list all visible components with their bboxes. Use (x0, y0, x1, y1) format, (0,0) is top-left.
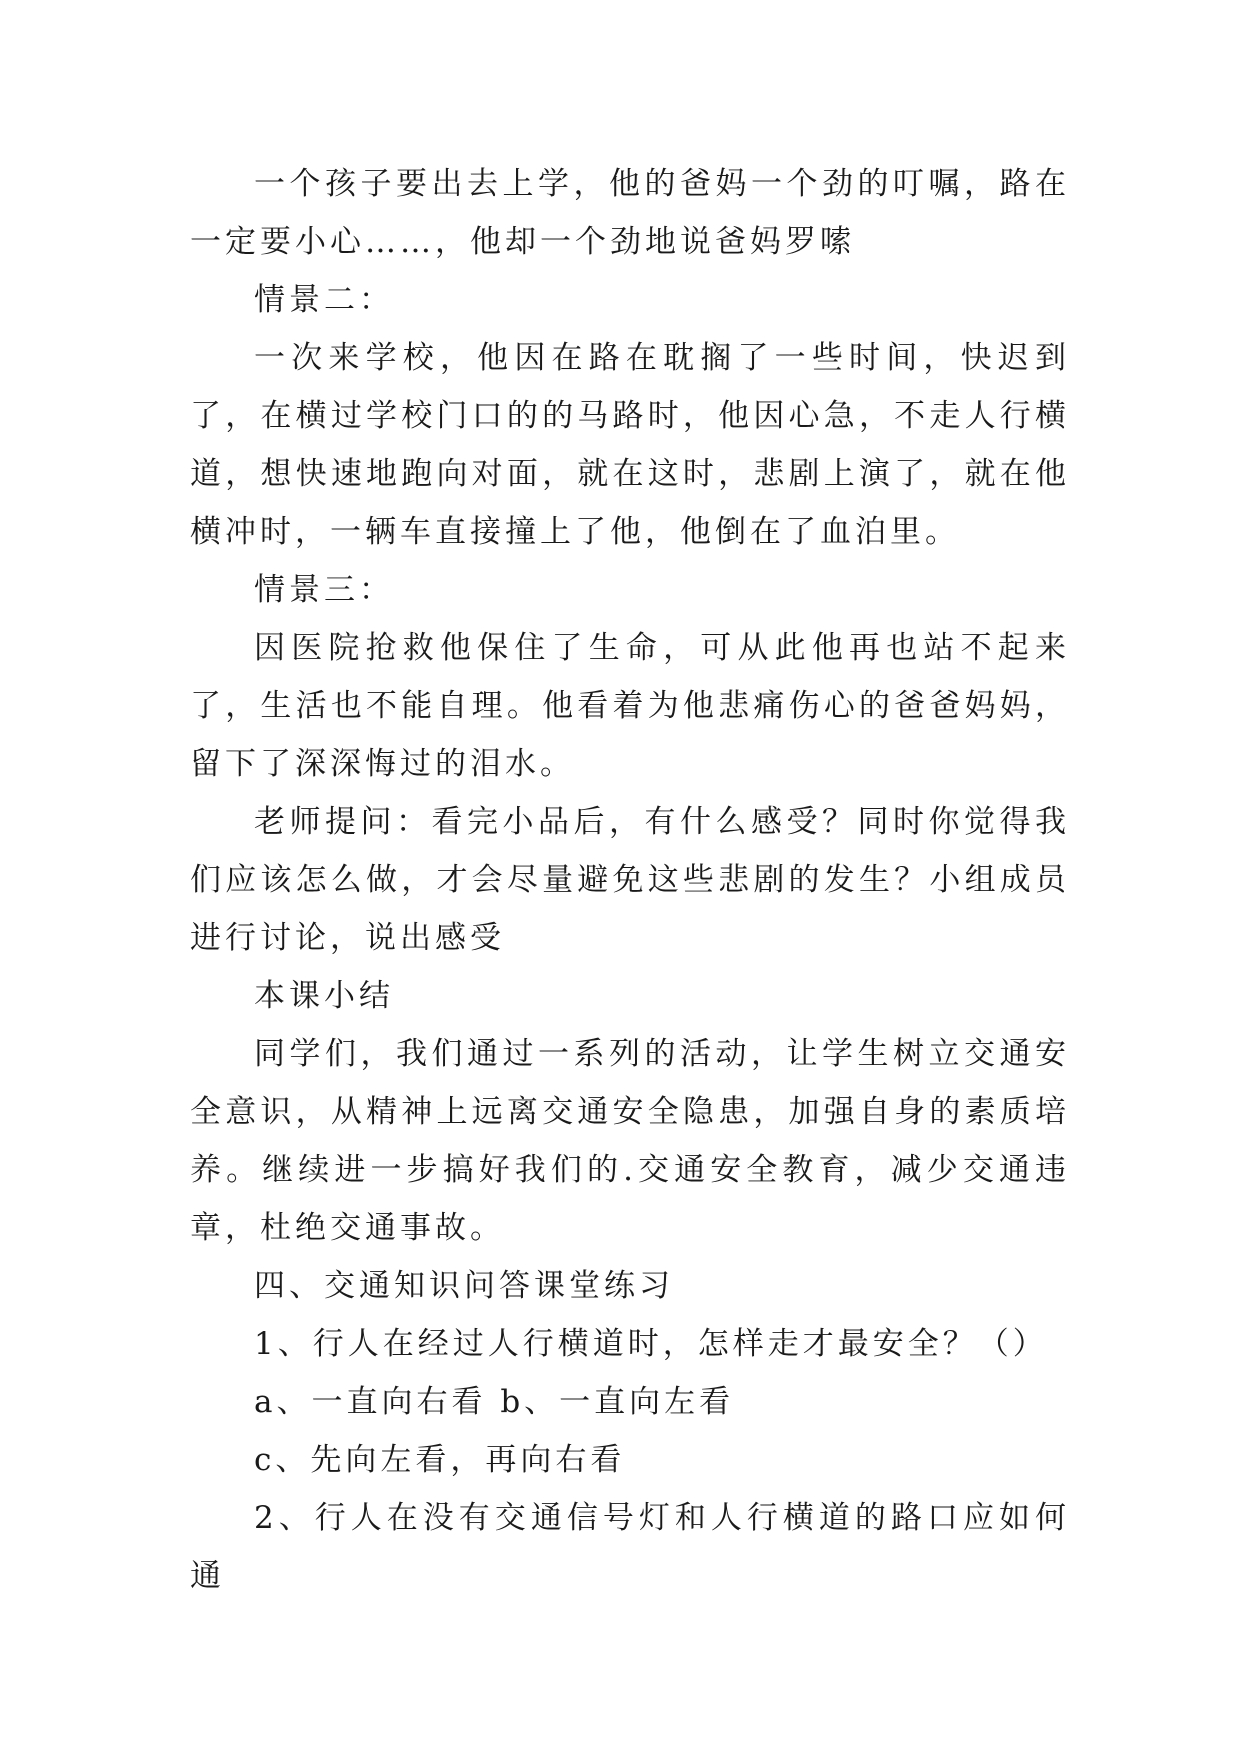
heading-lesson-summary: 本课小结 (254, 978, 394, 1014)
question-one-option-c: c、先向左看，再向右看 (254, 1442, 626, 1478)
paragraph-scene-three-text: 因医院抢救他保住了生命，可从此他再也站不起来了，生活也不能自理。他看着为他悲痛伤心的爸爸妈妈，留下了深深悔过的泪水。 (190, 630, 1070, 782)
paragraph-summary-text: 同学们，我们通过一系列的活动，让学生树立交通安全意识，从精神上远离交通安全隐患，加强自身的素质培养。继续进一步搞好我们的.交通安全教育，减少交通违章，杜绝交通事故。 (190, 1036, 1070, 1246)
heading-section-four: 四、交通知识问答课堂练习 (254, 1268, 674, 1304)
paragraph-teacher-question: 老师提问：看完小品后，有什么感受？同时你觉得我们应该怎么做，才会尽量避免这些悲剧的发生？小组成员进行讨论，说出感受 (190, 804, 1070, 956)
question-one: 1、行人在经过人行横道时，怎样走才最安全？（） (254, 1326, 1048, 1362)
heading-scene-two: 情景二： (254, 282, 394, 318)
paragraph-scene-one-text: 一个孩子要出去上学，他的爸妈一个劲的叮嘱，路在一定要小心……，他却一个劲地说爸妈罗嗦 (190, 166, 1070, 260)
paragraph-scene-two-text: 一次来学校，他因在路在耽搁了一些时间，快迟到了，在横过学校门口的的马路时，他因心急，不走人行横道，想快速地跑向对面，就在这时，悲剧上演了，就在他横冲时，一辆车直接撞上了他，他倒在了血泊里。 (190, 340, 1070, 550)
question-one-options-ab: a、一直向右看 b、一直向左看 (254, 1384, 735, 1420)
question-two: 2、行人在没有交通信号灯和人行横道的路口应如何通 (190, 1500, 1070, 1594)
heading-scene-three: 情景三： (254, 572, 394, 608)
document-body (190, 155, 1070, 1605)
